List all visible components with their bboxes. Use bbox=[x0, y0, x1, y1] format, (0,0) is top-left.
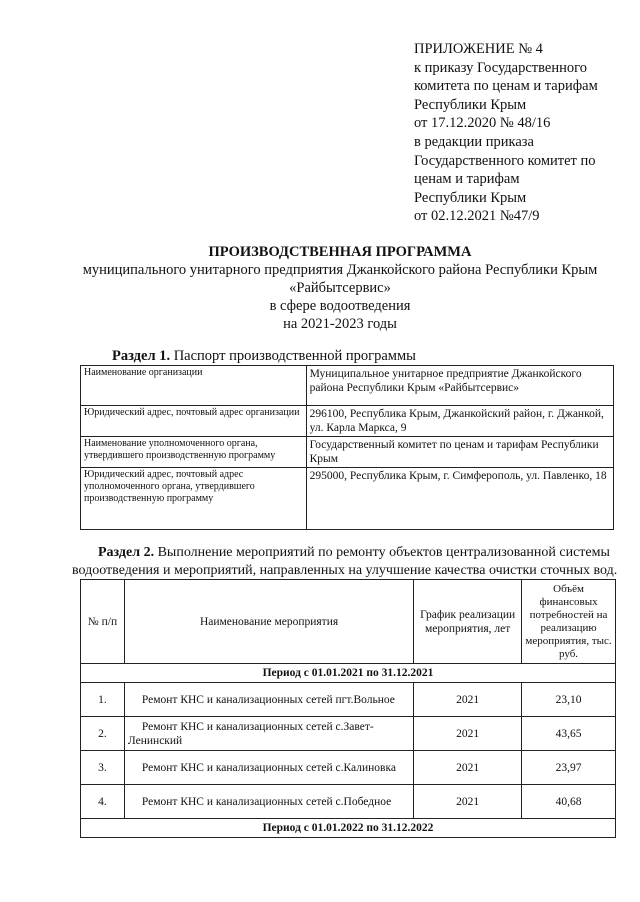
annex-line: Республики Крым bbox=[414, 189, 527, 206]
passport-key: Наименование организации bbox=[81, 366, 307, 406]
row-num: 3. bbox=[81, 751, 125, 785]
title-line: в сфере водоотведения bbox=[269, 298, 411, 314]
section1-label: Раздел 1. bbox=[112, 348, 171, 364]
section2-heading bbox=[72, 544, 620, 580]
annex-line: от 17.12.2020 № 48/16 bbox=[414, 115, 551, 132]
section1-text: Паспорт производственной программы bbox=[173, 348, 416, 364]
row-num: 1. bbox=[81, 683, 125, 717]
period-label: Период с 01.01.2022 по 31.12.2022 bbox=[81, 819, 616, 838]
measures-table bbox=[80, 579, 616, 838]
annex-line: Государственного комитет по bbox=[414, 152, 596, 169]
passport-value: Муниципальное унитарное предприятие Джанкойского района Республики Крым «Райбытсервис» bbox=[306, 366, 613, 406]
passport-key: Наименование уполномоченного органа, утвердившего производственную программу bbox=[81, 437, 307, 468]
table-row bbox=[81, 468, 614, 530]
passport-key: Юридический адрес, почтовый адрес организации bbox=[81, 406, 307, 437]
section2-text: Выполнение мероприятий по ремонту объектов централизованной системы bbox=[157, 545, 610, 560]
table-header-row bbox=[81, 580, 616, 664]
section2-text: водоотведения и мероприятий, направленных на улучшение качества очистки сточных вод. bbox=[72, 563, 618, 578]
row-amount: 23,10 bbox=[522, 683, 616, 717]
period-row bbox=[81, 664, 616, 683]
title-line: на 2021-2023 годы bbox=[283, 316, 397, 332]
row-amount: 23,97 bbox=[522, 751, 616, 785]
annex-line: к приказу Государственного bbox=[414, 59, 587, 76]
row-amount: 40,68 bbox=[522, 785, 616, 819]
row-year: 2021 bbox=[414, 751, 522, 785]
section1-heading bbox=[112, 348, 416, 365]
row-num: 4. bbox=[81, 785, 125, 819]
annex-line: от 02.12.2021 №47/9 bbox=[414, 208, 540, 225]
col-header-volume: Объём финансовых потребностей на реализацию мероприятия, тыс. руб. bbox=[522, 580, 616, 664]
row-name: Ремонт КНС и канализационных сетей с.Завет-Ленинский bbox=[124, 717, 413, 751]
row-name: Ремонт КНС и канализационных сетей пгт.Вольное bbox=[124, 683, 413, 717]
row-num: 2. bbox=[81, 717, 125, 751]
passport-value: 295000, Республика Крым, г. Симферополь, ул. Павленко, 18 bbox=[306, 468, 613, 530]
period-row bbox=[81, 819, 616, 838]
title-line: «Райбытсервис» bbox=[289, 280, 391, 296]
annex-line: ПРИЛОЖЕНИЕ № 4 bbox=[414, 41, 543, 57]
table-row bbox=[81, 717, 616, 751]
row-name: Ремонт КНС и канализационных сетей с.Победное bbox=[124, 785, 413, 819]
section2-label: Раздел 2. bbox=[98, 545, 155, 560]
document-title bbox=[40, 243, 640, 333]
passport-table bbox=[80, 365, 614, 530]
table-row bbox=[81, 366, 614, 406]
passport-value: Государственный комитет по ценам и тарифам Республики Крым bbox=[306, 437, 613, 468]
passport-key: Юридический адрес, почтовый адрес уполномоченного органа, утвердившего производственную программу bbox=[81, 468, 307, 530]
row-year: 2021 bbox=[414, 785, 522, 819]
table-row bbox=[81, 785, 616, 819]
passport-value: 296100, Республика Крым, Джанкойский район, г. Джанкой, ул. Карла Маркса, 9 bbox=[306, 406, 613, 437]
title-line: муниципального унитарного предприятия Джанкойского района Республики Крым bbox=[82, 262, 598, 278]
annex-line: в редакции приказа bbox=[414, 133, 534, 150]
col-header-name: Наименование мероприятия bbox=[124, 580, 413, 664]
annex-line: ценам и тарифам bbox=[414, 171, 520, 188]
period-label: Период с 01.01.2021 по 31.12.2021 bbox=[81, 664, 616, 683]
annex-line: Республики Крым bbox=[414, 96, 527, 113]
table-row bbox=[81, 406, 614, 437]
row-name: Ремонт КНС и канализационных сетей с.Калиновка bbox=[124, 751, 413, 785]
col-header-num: № п/п bbox=[81, 580, 125, 664]
table-row bbox=[81, 751, 616, 785]
annex-block bbox=[414, 40, 624, 226]
annex-line: комитета по ценам и тарифам bbox=[414, 78, 598, 95]
table-row bbox=[81, 683, 616, 717]
row-year: 2021 bbox=[414, 717, 522, 751]
row-year: 2021 bbox=[414, 683, 522, 717]
row-amount: 43,65 bbox=[522, 717, 616, 751]
table-row bbox=[81, 437, 614, 468]
title-heading: ПРОИЗВОДСТВЕННАЯ ПРОГРАММА bbox=[208, 244, 472, 260]
col-header-schedule: График реализации мероприятия, лет bbox=[414, 580, 522, 664]
